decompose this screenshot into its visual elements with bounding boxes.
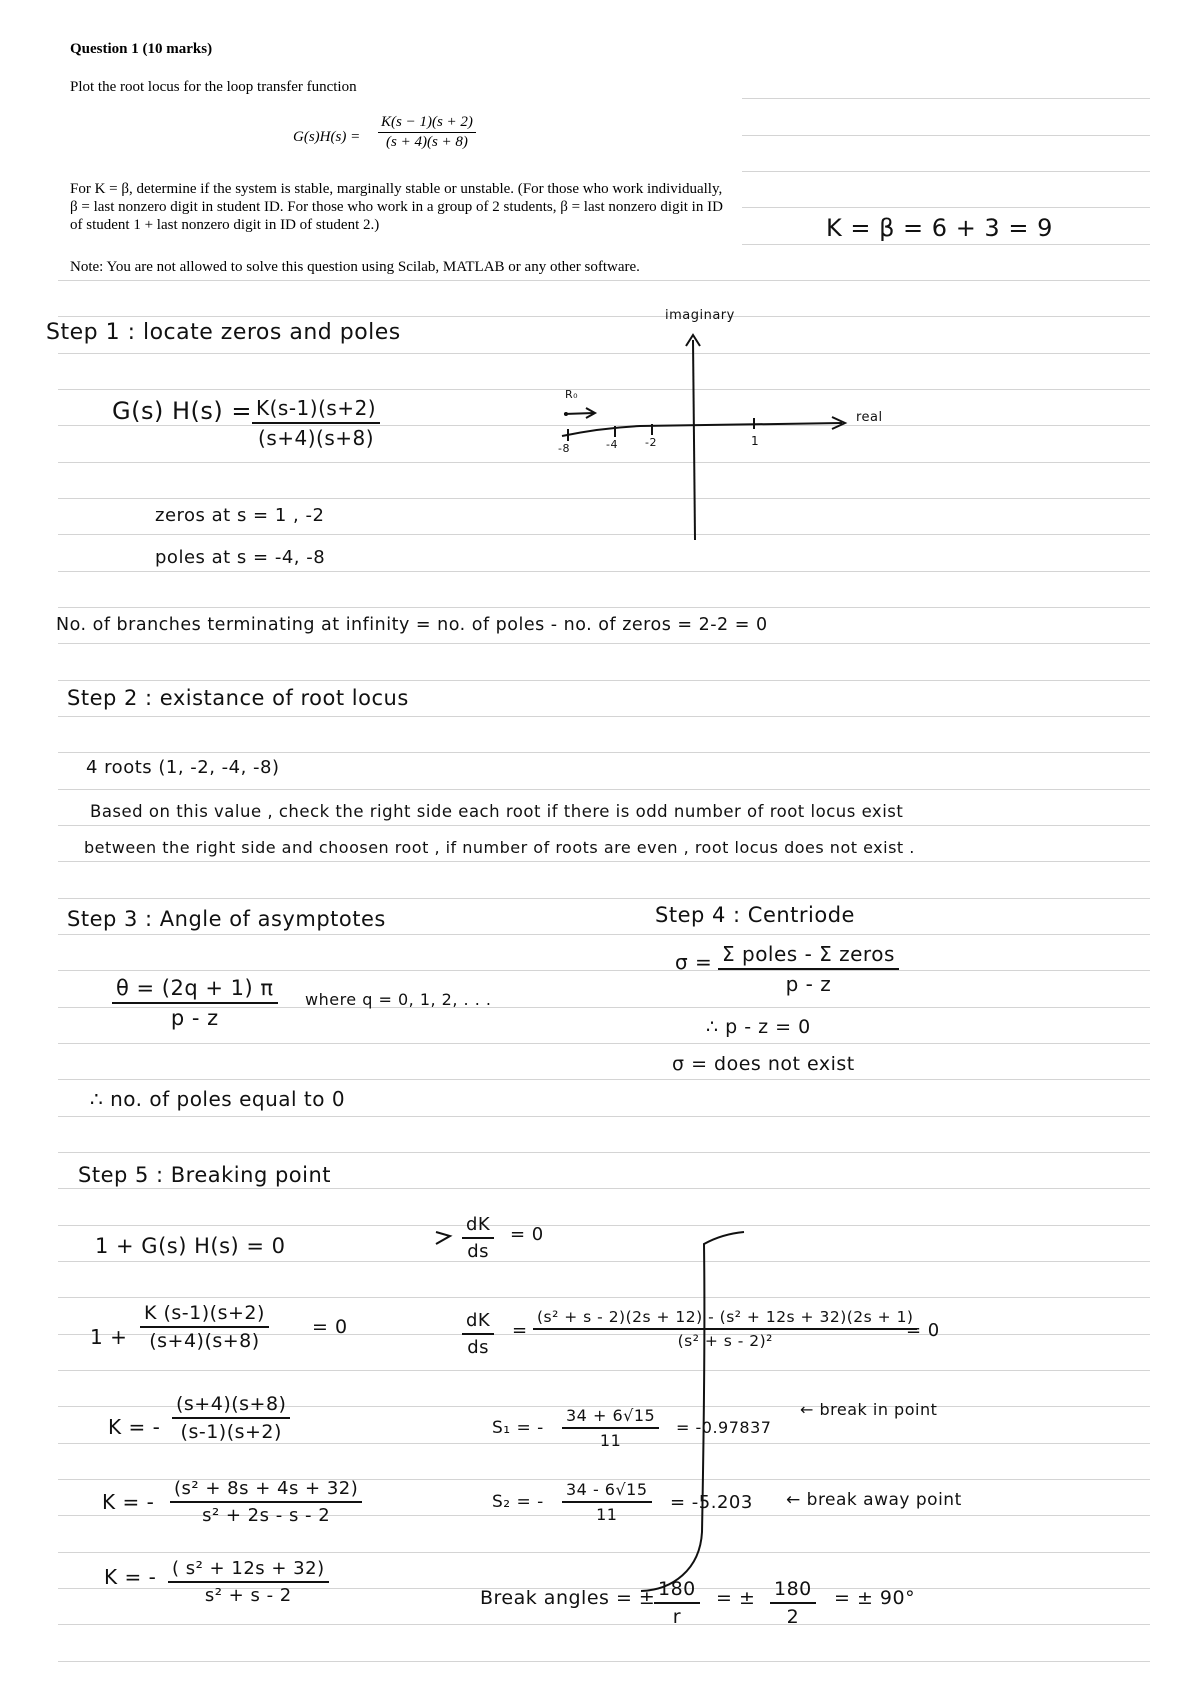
derivative-denominator: (s² + s - 2)² xyxy=(677,1332,773,1350)
arrow-label: R₀ xyxy=(565,388,579,401)
tick-label: -4 xyxy=(606,438,618,451)
rule-line xyxy=(58,1624,1150,1625)
s2-note: ← break away point xyxy=(786,1490,962,1510)
rule-line xyxy=(58,1297,1150,1298)
step1-heading: Step 1 : locate zeros and poles xyxy=(46,320,401,345)
question-note: Note: You are not allowed to solve this question using Scilab, MATLAB or any other software. xyxy=(70,259,640,275)
s2-value: = -5.203 xyxy=(670,1492,753,1513)
rule-line xyxy=(742,171,1150,172)
real-label: real xyxy=(856,410,883,425)
rule-line xyxy=(58,425,1150,426)
formula-numerator: K(s − 1)(s + 2) xyxy=(378,114,476,133)
step5-eq5-denominator: s² + s - 2 xyxy=(204,1585,292,1606)
imaginary-label: imaginary xyxy=(665,308,735,323)
rule-line xyxy=(58,571,1150,572)
formula-fraction xyxy=(378,114,476,151)
rule-line xyxy=(58,970,1150,971)
step5-eq3-denominator: (s-1)(s+2) xyxy=(180,1421,282,1443)
imaginary-axis xyxy=(693,340,695,540)
rule-line xyxy=(58,534,1150,535)
step1-tf-fraction xyxy=(252,396,380,450)
break-angles-fraction1 xyxy=(654,1578,700,1628)
step5-eq2-numerator: K (s-1)(s+2) xyxy=(140,1302,269,1328)
derivation-arrowhead xyxy=(436,1232,450,1244)
step1-tf-numerator: K(s-1)(s+2) xyxy=(252,396,380,424)
rule-line xyxy=(58,752,1150,753)
step2-line1: Based on this value , check the right side each root if there is odd number of root locus exist xyxy=(90,802,904,821)
step1-tf-lhs: G(s) H(s) = xyxy=(112,397,252,425)
s1-lhs: S₁ = - xyxy=(492,1418,544,1438)
branches-line: No. of branches terminating at infinity = no. of poles - no. of zeros = 2-2 = 0 xyxy=(56,615,768,635)
step1-tf-denominator: (s+4)(s+8) xyxy=(258,426,375,450)
step5-eq5-numerator: ( s² + 12s + 32) xyxy=(168,1558,329,1583)
rule-line xyxy=(58,789,1150,790)
rule-line xyxy=(58,1370,1150,1371)
tick-label: -2 xyxy=(645,436,657,449)
deriv-dk-denominator: ds xyxy=(467,1337,490,1358)
rule-line xyxy=(58,1043,1150,1044)
step4-sigma-numerator: Σ poles - Σ zeros xyxy=(718,942,899,970)
break-angles-result: = ± 90° xyxy=(834,1587,916,1609)
step2-heading: Step 2 : existance of root locus xyxy=(67,686,409,710)
break-angles-fraction2 xyxy=(770,1578,816,1628)
rule-line xyxy=(58,498,1150,499)
break-angles-mid: = ± xyxy=(716,1587,756,1609)
real-axis-arrowhead xyxy=(832,417,845,429)
derivative-fraction xyxy=(533,1308,917,1350)
formula-lhs: G(s)H(s) = xyxy=(293,129,361,145)
step5-eq4-numerator: (s² + 8s + 4s + 32) xyxy=(170,1478,362,1503)
rule-line xyxy=(58,1261,1150,1262)
rule-line xyxy=(742,244,1150,245)
rule-line xyxy=(58,1225,1150,1226)
step4-heading: Step 4 : Centriode xyxy=(655,903,855,927)
formula-denominator: (s + 4)(s + 8) xyxy=(386,134,468,150)
break-angles-num2: 180 xyxy=(770,1578,816,1604)
s1-numerator: 34 + 6√15 xyxy=(562,1406,659,1429)
step4-sigma-lhs: σ = xyxy=(675,950,713,974)
rule-line xyxy=(58,898,1150,899)
rule-line xyxy=(58,716,1150,717)
rule-line xyxy=(58,316,1150,317)
locus-arrow-tail xyxy=(564,412,568,416)
deriv-dk-ds xyxy=(462,1310,494,1358)
step5-eq4-fraction xyxy=(170,1478,362,1526)
rule-line xyxy=(58,861,1150,862)
step4-line1: ∴ p - z = 0 xyxy=(706,1016,811,1038)
locus-arrow xyxy=(564,413,594,414)
step5-eq3-numerator: (s+4)(s+8) xyxy=(172,1393,290,1419)
break-angles-num1: 180 xyxy=(654,1578,700,1604)
step5-eq4-lhs: K = - xyxy=(102,1490,155,1514)
step3-equation xyxy=(112,976,278,1030)
question-title: Question 1 (10 marks) xyxy=(70,41,213,57)
step5-eq5-fraction xyxy=(168,1558,329,1606)
step4-sigma-fraction xyxy=(718,942,899,996)
rule-line xyxy=(58,825,1150,826)
step1-poles: poles at s = -4, -8 xyxy=(155,547,326,568)
rule-line xyxy=(58,1116,1150,1117)
step3-conclusion: ∴ no. of poles equal to 0 xyxy=(90,1087,346,1111)
step5-eq2-fraction xyxy=(140,1302,269,1352)
step3-equation-denominator: p - z xyxy=(170,1006,219,1030)
step2-line2: between the right side and choosen root , if number of roots are even , root locus does not exist . xyxy=(84,838,915,857)
s1-value: = -0.97837 xyxy=(676,1418,772,1437)
step5-eq3-fraction xyxy=(172,1393,290,1443)
tick-label: -8 xyxy=(558,442,570,455)
rule-line xyxy=(58,680,1150,681)
rule-line xyxy=(742,98,1150,99)
step5-eq2-suffix: = 0 xyxy=(312,1316,348,1338)
step5-eq2-denominator: (s+4)(s+8) xyxy=(149,1330,260,1352)
rule-line xyxy=(58,607,1150,608)
derivative-equals: = 0 xyxy=(906,1320,940,1341)
step4-sigma-denominator: p - z xyxy=(785,972,832,996)
rule-line xyxy=(58,1152,1150,1153)
step5-eq3-lhs: K = - xyxy=(108,1415,161,1439)
s2-denominator: 11 xyxy=(596,1505,618,1524)
step3-heading: Step 3 : Angle of asymptotes xyxy=(67,907,386,931)
s1-fraction xyxy=(562,1406,659,1450)
rule-line xyxy=(58,389,1150,390)
step5-heading: Step 5 : Breaking point xyxy=(78,1163,332,1187)
locus-arrowhead xyxy=(586,408,595,418)
s1-denominator: 11 xyxy=(599,1431,622,1450)
step2-roots: 4 roots (1, -2, -4, -8) xyxy=(86,757,280,778)
deriv-dk-numerator: dK xyxy=(462,1310,494,1335)
rule-line xyxy=(58,934,1150,935)
step4-line2: σ = does not exist xyxy=(672,1053,855,1075)
dk-ds-equals: = 0 xyxy=(510,1224,544,1245)
break-angles-den2: 2 xyxy=(786,1606,800,1628)
derivative-numerator: (s² + s - 2)(2s + 12) - (s² + 12s + 32)(2s + 1) xyxy=(533,1308,917,1330)
rule-line xyxy=(58,280,1150,281)
question-instruction: Plot the root locus for the loop transfer function xyxy=(70,79,357,95)
step5-eq1: 1 + G(s) H(s) = 0 xyxy=(95,1234,286,1258)
dk-denominator: ds xyxy=(467,1241,490,1262)
dk-ds-fraction xyxy=(462,1214,494,1262)
tick-label: 1 xyxy=(751,434,760,448)
break-angles-lhs: Break angles = ± xyxy=(480,1587,656,1609)
imaginary-axis-arrowhead xyxy=(686,335,700,346)
rule-line xyxy=(58,1661,1150,1662)
deriv-equals-sign: = xyxy=(512,1320,528,1341)
rule-line xyxy=(58,462,1150,463)
step3-equation-numerator: θ = (2q + 1) π xyxy=(112,976,278,1004)
s2-numerator: 34 - 6√15 xyxy=(562,1480,652,1503)
rule-line xyxy=(58,1188,1150,1189)
rule-line xyxy=(742,207,1150,208)
s2-fraction xyxy=(562,1480,652,1524)
step5-eq5-lhs: K = - xyxy=(104,1565,157,1589)
rule-line xyxy=(58,643,1150,644)
rule-line xyxy=(58,1079,1150,1080)
s2-lhs: S₂ = - xyxy=(492,1492,544,1512)
question-paragraph: For K = β, determine if the system is stable, marginally stable or unstable. (For those who work individually, β = last nonzero digit in student ID. For those who work in a group of 2 students, β = last nonzero digit in ID of student 1 + last nonzero digit in ID of student 2.) xyxy=(70,181,723,233)
step1-zeros: zeros at s = 1 , -2 xyxy=(155,505,325,526)
step3-where: where q = 0, 1, 2, . . . xyxy=(305,990,492,1009)
rule-line xyxy=(58,353,1150,354)
step5-eq4-denominator: s² + 2s - s - 2 xyxy=(202,1505,331,1526)
s1-note: ← break in point xyxy=(800,1400,938,1419)
break-angles-den1: r xyxy=(672,1606,682,1628)
answer-k: K = β = 6 + 3 = 9 xyxy=(826,214,1053,242)
step5-eq2-prefix: 1 + xyxy=(90,1325,128,1349)
rule-line xyxy=(58,1552,1150,1553)
dk-numerator: dK xyxy=(462,1214,494,1239)
rule-line xyxy=(742,135,1150,136)
